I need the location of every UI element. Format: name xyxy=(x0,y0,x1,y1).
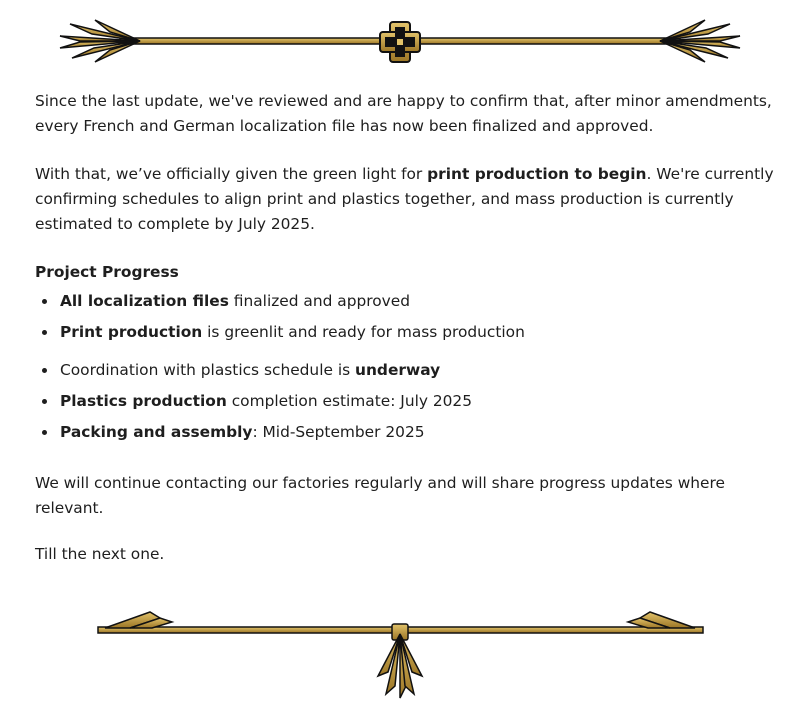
greenlight-emphasis: print production to begin xyxy=(427,165,647,183)
signoff-paragraph: Till the next one. xyxy=(35,545,165,563)
list-item-text: finalized and approved xyxy=(228,292,410,310)
right-wing-icon xyxy=(628,612,695,628)
left-wing-icon xyxy=(105,612,172,628)
left-fan-icon xyxy=(60,20,140,62)
list-item xyxy=(35,420,775,451)
list-item xyxy=(35,358,775,389)
greenlight-paragraph xyxy=(35,162,775,237)
celtic-cross-icon xyxy=(380,22,420,62)
list-item-bold: Packing and assembly xyxy=(60,423,253,441)
list-item-text: Coordination with plastics schedule is xyxy=(60,361,356,379)
list-item-bold: Plastics production xyxy=(60,392,227,410)
list-item-bold: All localization files xyxy=(60,292,229,310)
list-item-text: : Mid-September 2025 xyxy=(252,423,425,441)
top-ornamental-divider xyxy=(0,14,800,70)
intro-paragraph: Since the last update, we've reviewed and are happy to confirm that, after minor amendments, every French and German localization file has now been finalized and approved. xyxy=(35,92,772,135)
list-item-bold: underway xyxy=(355,361,441,379)
list-item-text: completion estimate: July 2025 xyxy=(226,392,473,410)
bottom-ornamental-divider xyxy=(0,604,800,704)
contact-paragraph: We will continue contacting our factories regularly and will share progress updates where relevant. xyxy=(35,474,725,517)
list-item xyxy=(35,289,775,320)
list-item xyxy=(35,320,775,358)
greenlight-text-start: With that, we’ve officially given the green light for xyxy=(35,165,428,183)
progress-list xyxy=(35,289,775,451)
update-body xyxy=(35,89,775,567)
right-fan-icon xyxy=(660,20,740,62)
list-item xyxy=(35,389,775,420)
center-fan-icon xyxy=(378,624,422,698)
list-item-text: is greenlit and ready for mass production xyxy=(202,323,525,341)
list-item-bold: Print production xyxy=(60,323,203,341)
greenlight-text-end: . We're currently confirming schedules to align print and plastics together, and mass production is currently estimated to complete by July 2025. xyxy=(35,165,774,233)
project-progress-heading: Project Progress xyxy=(35,263,179,281)
